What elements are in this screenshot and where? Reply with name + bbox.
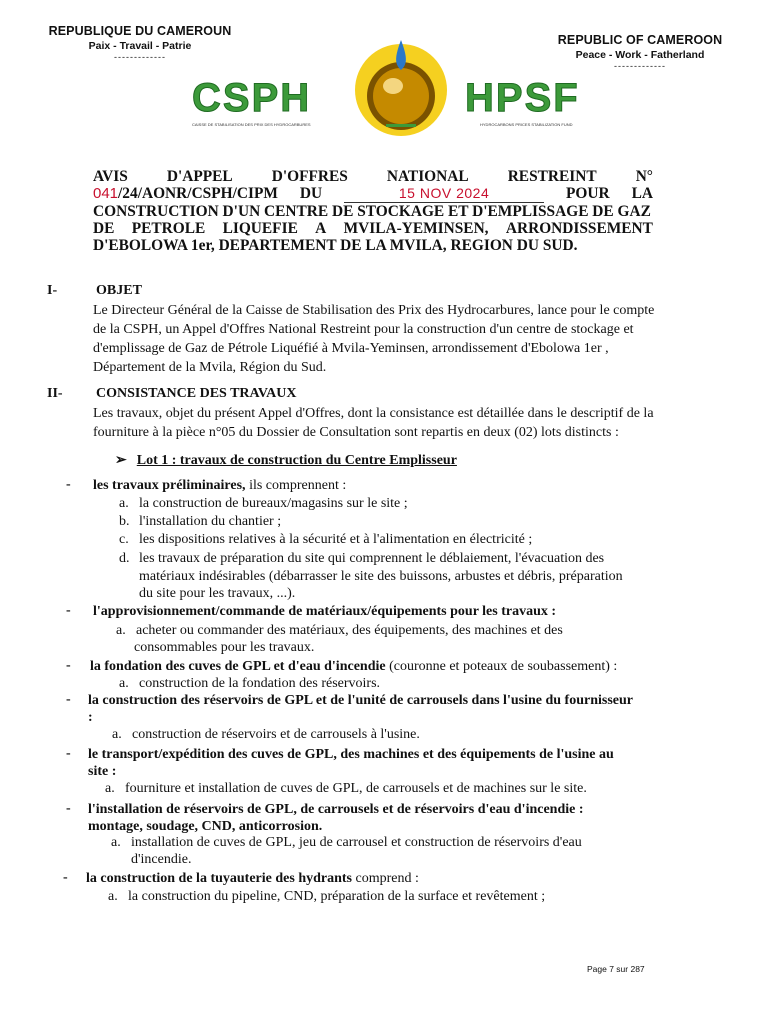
- item-bold: la construction de la tuyauterie des hydrants: [86, 871, 352, 886]
- country-name-en: REPUBLIC OF CAMEROON: [557, 33, 723, 47]
- item-install-cont: montage, soudage, CND, anticorrosion.: [88, 819, 323, 834]
- country-name-fr: REPUBLIQUE DU CAMEROUN: [48, 24, 232, 38]
- title-word: N°: [635, 168, 653, 185]
- sub-text: construction de la fondation des réservoirs.: [139, 676, 381, 691]
- title-text: D'EBOLOWA 1er, DEPARTEMENT DE LA MVILA, REGION DU SUD.: [93, 237, 578, 254]
- list-dash: -: [66, 603, 71, 618]
- sub-letter: a.: [112, 727, 122, 742]
- title-text: CONSTRUCTION D'UN CENTRE DE STOCKAGE ET D'EMPLISSAGE DE GAZ: [93, 203, 651, 220]
- title-word: LIQUEFIE: [222, 220, 298, 237]
- sub-text-continued: d'incendie.: [131, 852, 192, 867]
- title-word: LA: [631, 185, 653, 202]
- sub-text: la construction du pipeline, CND, préparation de la surface et revêtement ;: [128, 889, 546, 904]
- paragraph-line: Les travaux, objet du présent Appel d'Offres, dont la consistance est détaillée dans le descriptif de la: [93, 406, 654, 421]
- sub-item: [111, 834, 582, 852]
- logo-text-csph: CSPH: [192, 76, 312, 120]
- title-word: DU: [299, 185, 323, 202]
- title-word: MVILA-YEMINSEN,: [343, 220, 489, 237]
- csph-logo: [190, 38, 610, 138]
- item-bold: la fondation des cuves de GPL et d'eau d'incendie: [90, 659, 386, 674]
- paragraph-line: d'emplissage de Gaz de Pétrole Liquéfié à Mvila-Yeminsen, arrondissement d'Ebolowa 1er ,: [93, 341, 609, 356]
- logo-caption-fr: CAISSE DE STABILISATION DES PRIX DES HYDROCARBURES: [192, 122, 311, 127]
- title-line-5: [93, 237, 653, 254]
- title-word: PETROLE: [131, 220, 206, 237]
- arrow-bullet-icon: ➢: [115, 453, 127, 468]
- title-word: D'APPEL: [166, 168, 233, 185]
- sub-letter: a.: [116, 623, 126, 638]
- logo-caption-en: HYDROCARBONS PRICES STABILIZATION FUND: [480, 122, 573, 127]
- sub-letter: b.: [119, 514, 130, 529]
- title-word: A: [315, 220, 327, 237]
- motto-en: Peace - Work - Fatherland: [575, 49, 705, 61]
- item-construction-colon: :: [88, 710, 93, 725]
- list-dash: -: [63, 870, 68, 885]
- section-2-paragraph: [93, 404, 689, 442]
- item-construction: la construction des réservoirs de GPL et de l'unité de carrousels dans l'usine du fournisseur: [88, 693, 633, 708]
- paragraph-line: de la CSPH, un Appel d'Offres National Restreint pour la construction d'un centre de stockage et: [93, 322, 634, 337]
- sub-text: l'installation du chantier ;: [139, 514, 282, 529]
- document-title: [93, 168, 653, 254]
- title-line-1: [93, 168, 653, 185]
- item-transport: le transport/expédition des cuves de GPL, des machines et des équipements de l'usine au: [88, 747, 614, 762]
- section-2-heading: CONSISTANCE DES TRAVAUX: [96, 386, 297, 401]
- title-word: DE: [93, 220, 115, 237]
- sub-letter: a.: [108, 889, 118, 904]
- sub-item: [108, 888, 545, 906]
- sub-item: [116, 622, 563, 640]
- item-tuyau: [86, 870, 419, 888]
- title-word: D'OFFRES: [271, 168, 348, 185]
- list-dash: -: [66, 658, 71, 673]
- title-line-4: [93, 220, 653, 237]
- item-appro: l'approvisionnement/commande de matériaux/équipements pour les travaux :: [93, 604, 557, 619]
- paragraph-line: fourniture à la pièce n°05 du Dossier de Consultation sont repartis en deux (02) lots distincts :: [93, 425, 619, 440]
- sub-letter: a.: [105, 781, 115, 796]
- section-2-number: II-: [47, 386, 63, 401]
- reference: /24/AONR/CSPH/CIPM: [118, 185, 278, 202]
- sub-item: [112, 726, 420, 744]
- separator-en: -------------: [614, 61, 666, 71]
- title-word: RESTREINT: [507, 168, 597, 185]
- sub-item: [119, 531, 532, 549]
- item-prelim: [93, 477, 346, 495]
- logo-text-hpsf: HPSF: [465, 76, 580, 120]
- sub-item: [105, 780, 587, 798]
- sub-text: les dispositions relatives à la sécurité et à l'alimentation en électricité ;: [139, 532, 533, 547]
- sub-letter: a.: [119, 676, 129, 691]
- title-line-3: [93, 203, 653, 220]
- sub-text: les travaux de préparation du site qui comprennent le déblaiement, l'évacuation des: [139, 551, 605, 566]
- lot-1-heading: [115, 452, 457, 469]
- sub-item: [119, 550, 604, 568]
- item-install: l'installation de réservoirs de GPL, de carrousels et de réservoirs d'eau d'incendie :: [88, 802, 584, 817]
- sub-letter: a.: [119, 496, 129, 511]
- sub-text-continued: du site pour les travaux, ...).: [139, 586, 296, 601]
- paragraph-line: Le Directeur Général de la Caisse de Stabilisation des Prix des Hydrocarbures, lance pour le compte: [93, 303, 655, 318]
- sub-text: construction de réservoirs et de carrousels à l'usine.: [132, 727, 420, 742]
- title-word: ARRONDISSEMENT: [505, 220, 653, 237]
- sub-letter: c.: [119, 532, 129, 547]
- list-dash: -: [66, 477, 71, 492]
- item-transport-cont: site :: [88, 764, 117, 779]
- sub-text-continued: consommables pour les travaux.: [134, 640, 315, 655]
- item-rest: comprend :: [352, 871, 419, 886]
- list-dash: -: [66, 746, 71, 761]
- title-word: AVIS: [93, 168, 128, 185]
- section-1-number: I-: [47, 283, 58, 298]
- paragraph-line: Département de la Mvila, Région du Sud.: [93, 360, 327, 375]
- stamp-number: 041: [93, 185, 119, 202]
- item-rest: ils comprennent :: [245, 478, 347, 493]
- title-line-2: [93, 185, 653, 203]
- page-number: Page 7 sur 287: [587, 964, 645, 974]
- item-rest: (couronne et poteaux de soubassement) :: [385, 659, 618, 674]
- list-dash: -: [66, 692, 71, 707]
- sub-text-continued: matériaux indésirables (débarrasser le site des buissons, arbustes et débris, préparation: [139, 569, 623, 584]
- list-dash: -: [66, 801, 71, 816]
- sub-text: la construction de bureaux/magasins sur le site ;: [139, 496, 408, 511]
- title-word: NATIONAL: [386, 168, 469, 185]
- separator-fr: -------------: [114, 52, 166, 62]
- lot-1-label: Lot 1 : travaux de construction du Centre Emplisseur: [136, 453, 457, 468]
- sub-letter: a.: [111, 835, 121, 850]
- item-fondation: [90, 658, 617, 676]
- sub-item: [119, 513, 281, 531]
- sub-text: fourniture et installation de cuves de GPL, de carrousels et de machines sur le site.: [125, 781, 587, 796]
- section-1-heading: OBJET: [96, 283, 142, 298]
- sub-item: [119, 495, 408, 513]
- title-word: POUR: [566, 185, 610, 202]
- sub-letter: d.: [119, 551, 130, 566]
- item-bold: les travaux préliminaires,: [93, 478, 246, 493]
- motto-fr: Paix - Travail - Patrie: [88, 40, 192, 52]
- sub-text: installation de cuves de GPL, jeu de carrousel et construction de réservoirs d'eau: [131, 835, 582, 850]
- section-1-paragraph: [93, 301, 689, 377]
- sub-text: acheter ou commander des matériaux, des équipements, des machines et des: [136, 623, 563, 638]
- sub-item: [119, 675, 380, 693]
- stamp-date: 15 NOV 2024: [344, 185, 544, 203]
